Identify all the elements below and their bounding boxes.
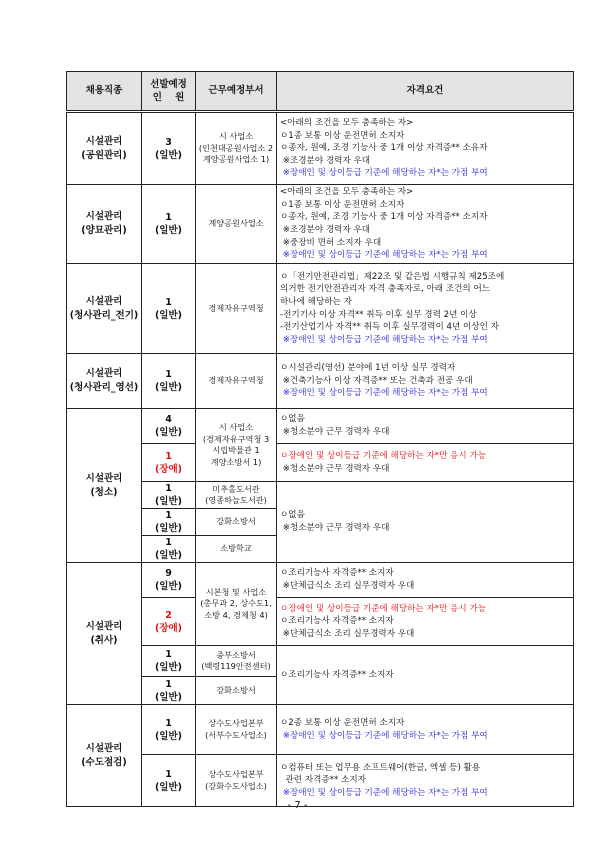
job-cell [67, 409, 142, 563]
count-number: 3 [165, 136, 172, 148]
dept-line: 강화소방서 [216, 684, 256, 695]
table-row-nursery [67, 185, 574, 264]
requirements-cell [277, 409, 574, 444]
count-number: 1 [165, 537, 172, 548]
page-number: - 7 - [287, 800, 308, 811]
count-cell [142, 563, 196, 598]
requirement-line: ※청소분야 근무 경력자 우대 [280, 427, 390, 437]
count-number: 1 [165, 678, 172, 690]
count-number: 1 [165, 212, 172, 223]
requirement-line: 의거한 전기안전관리자 자격 충족자로, 아래 조건의 어느 [280, 284, 491, 295]
header-job: 채용직종 [67, 72, 142, 112]
count-cell [142, 677, 196, 705]
count-cell [142, 598, 196, 646]
requirement-line: ㅇ시설관리(영선) 분야에 1년 이상 실무 경력자 [280, 363, 456, 374]
requirement-line: ※단체급식소 조리 실무경력자 우대 [280, 581, 415, 591]
requirement-line: ㅇ없음 [280, 510, 305, 521]
recruitment-table [66, 71, 574, 807]
count-number: 1 [165, 717, 172, 729]
dept-cell [196, 705, 277, 755]
dept-line: 시 사업소 [218, 131, 254, 142]
job-cell [67, 264, 142, 354]
count-cell [142, 409, 196, 444]
count-cell [142, 646, 196, 677]
dept-line: 시 사업소 [218, 422, 254, 432]
dept-line: 상수도사업본부 [208, 769, 264, 779]
dept-line: 시본청 및 사업소 [205, 586, 267, 597]
job-name: 시설관리 [85, 620, 123, 632]
dept-line: 미추홀도서관 [212, 483, 260, 494]
dept-line: (경제자유구역청 3 [202, 433, 270, 444]
dept-line: (서부수도사업소) [205, 729, 267, 740]
requirements-cell [277, 563, 574, 598]
dept-cell [196, 755, 277, 807]
table-row-cleaning [67, 482, 574, 509]
table-row-cleaning [67, 409, 574, 444]
header-count-line2: 인 원 [152, 92, 185, 103]
requirement-line: ※장애인 및 상이등급 기준에 해당하는 자*는 가점 부여 [280, 168, 488, 179]
table-row-water [67, 755, 574, 807]
count-type: (일반) [154, 496, 183, 507]
dept-line: (총무과 2, 상수도1, [200, 598, 272, 609]
count-type: (장애) [154, 622, 183, 634]
count-type: (일반) [154, 427, 183, 438]
requirement-line: ※건축기능사 이상 자격증** 또는 건축과 전공 우대 [280, 375, 473, 386]
dept-cell [196, 354, 277, 409]
count-number: 4 [165, 414, 172, 425]
requirements-cell [277, 646, 574, 705]
table-row-cooking [67, 598, 574, 646]
count-type: (장애) [154, 463, 183, 475]
job-name: 시설관리 [85, 368, 123, 379]
count-cell [142, 705, 196, 755]
requirements-cell [277, 482, 574, 563]
requirement-line: ㅇ1종 보통 이상 운전면허 소지자 [280, 199, 405, 210]
requirements-cell [277, 705, 574, 755]
job-sub: (양묘관리) [81, 225, 127, 236]
count-number: 9 [165, 568, 172, 579]
count-type: (일반) [154, 225, 183, 236]
dept-cell [196, 646, 277, 677]
requirement-line: ※조경분야 경력자 우대 [280, 225, 371, 235]
requirement-line: ㅇ조리기능사 자격증** 소지자 [280, 568, 394, 579]
requirement-line: ㅇ종자, 원예, 조경 기능사 중 1개 이상 자격증** 소지자 [280, 212, 488, 223]
count-type: (일반) [154, 523, 183, 534]
dept-line: 소방 4, 경제청 4) [204, 609, 268, 620]
dept-cell [196, 409, 277, 482]
count-cell [142, 354, 196, 409]
job-name: 시설관리 [85, 295, 123, 307]
count-type: (일반) [154, 730, 183, 742]
requirements-cell [277, 354, 574, 409]
job-sub: (취사) [90, 634, 118, 646]
requirement-line: ※장애인 및 상이등급 기준에 해당하는 자*는 가점 부여 [280, 730, 488, 741]
job-sub: (공원관리) [81, 149, 127, 161]
count-type: (일반) [154, 550, 183, 561]
dept-line: 소방학교 [220, 543, 252, 554]
requirement-line: <아래의 조건을 모두 충족하는 자> [280, 187, 414, 198]
table-row-water [67, 705, 574, 755]
dept-line: 경제자유구역청 [208, 375, 264, 386]
job-cell [67, 354, 142, 409]
requirement-line: ※장애인 및 상이등급 기준에 해당하는 자*는 가점 부여 [280, 787, 488, 798]
count-type: (일반) [154, 149, 183, 161]
dept-line: 경제자유구역청 [208, 302, 264, 313]
count-type: (일반) [154, 581, 183, 592]
requirement-line: ※단체급식소 조리 실무경력자 우대 [280, 628, 415, 639]
requirement-line: ㅇ2종 보통 이상 운전면허 소지자 [280, 717, 405, 728]
table-row-cooking [67, 563, 574, 598]
requirement-line: ㅇ컴퓨터 또는 업무용 소프트웨어(한글, 엑셀 등) 활용 [280, 762, 481, 773]
job-sub: (청사관리_전기) [69, 309, 139, 321]
requirement-line: 하나에 해당하는 자 [280, 296, 352, 307]
requirement-line: ㅇ장애인 및 상이등급 기준에 해당하는 자*만 응시 가능 [280, 450, 487, 461]
requirements-cell [277, 264, 574, 354]
count-cell [142, 185, 196, 264]
table-row-park [67, 112, 574, 185]
count-type: (일반) [154, 382, 183, 393]
count-cell [142, 112, 196, 185]
header-req: 자격요건 [277, 72, 574, 112]
requirement-line: ㅇ종자, 원예, 조경 기능사 중 1개 이상 자격증** 소유자 [280, 143, 488, 154]
header-count [142, 72, 196, 112]
job-name: 시설관리 [85, 211, 123, 222]
job-name: 시설관리 [85, 472, 123, 484]
requirement-line: ※조경분야 경력자 우대 [280, 155, 371, 166]
dept-line: 계양공원사업소 [208, 218, 264, 229]
count-number: 1 [165, 768, 172, 780]
job-name: 시설관리 [85, 742, 123, 754]
job-name: 시설관리 [85, 135, 123, 147]
count-number: 1 [165, 450, 172, 462]
dept-line: (인천대공원사업소 2 [198, 142, 274, 153]
count-cell [142, 264, 196, 354]
dept-line: (영종하늘도서관) [205, 495, 267, 505]
header-row [67, 72, 574, 112]
requirement-line: ㅇ조리기능사 자격증** 소지자 [280, 669, 394, 680]
job-cell [67, 705, 142, 807]
dept-cell [196, 112, 277, 185]
requirement-line: ㅇ없음 [280, 414, 305, 425]
count-type: (일반) [154, 781, 183, 793]
requirement-line: ※청소분야 근무 경력자 우대 [280, 463, 390, 474]
requirement-line: ㅇ조리기능사 자격증** 소지자 [280, 616, 394, 627]
table-row-repair [67, 354, 574, 409]
count-type: (일반) [154, 309, 183, 321]
job-cell [67, 185, 142, 264]
job-sub: (청사관리_영선) [69, 382, 139, 393]
dept-cell [196, 185, 277, 264]
dept-line: 상수도사업본부 [208, 718, 264, 728]
requirements-cell [277, 444, 574, 482]
dept-cell [196, 677, 277, 705]
count-cell [142, 536, 196, 563]
count-number: 1 [165, 296, 172, 308]
count-cell [142, 482, 196, 509]
requirement-line: ㅇ1종 보통 이상 운전면허 소지자 [280, 130, 405, 141]
count-number: 1 [165, 649, 172, 660]
requirements-cell [277, 598, 574, 646]
dept-line: 계양소방서 1) [210, 456, 262, 467]
dept-line: (강화수도사업소) [205, 780, 267, 791]
requirements-cell [277, 755, 574, 807]
dept-cell [196, 264, 277, 354]
requirement-line: -전기산업기사 자격** 취득 이후 실무경력이 4년 이상인 자 [280, 322, 499, 333]
requirement-line: ※청소분야 근무 경력자 우대 [280, 523, 390, 533]
requirement-line: ※장애인 및 상이등급 기준에 해당하는 자*는 가점 부여 [280, 388, 488, 399]
table-row-cleaning [67, 444, 574, 482]
dept-line: (백령119안전센터) [201, 661, 271, 671]
dept-line: 강화소방서 [216, 516, 256, 527]
header-dept: 근무예정부서 [196, 72, 277, 112]
requirement-line: -전기기사 이상 자격** 취득 이후 실무 경력 2년 이상 [280, 309, 477, 320]
count-cell [142, 444, 196, 482]
requirement-line: ※장애인 및 상이등급 기준에 해당하는 자*는 가점 부여 [280, 250, 488, 261]
dept-line: 시립박물관 1 [212, 445, 260, 455]
requirement-line: 관련 자격증** 소지자 [280, 775, 366, 786]
requirement-line: ※장애인 및 상이등급 기준에 해당하는 자*는 가점 부여 [280, 334, 488, 345]
count-cell [142, 509, 196, 536]
dept-cell [196, 563, 277, 646]
requirements-cell [277, 185, 574, 264]
requirement-line: <아래의 조건을 모두 충족하는 자> [280, 118, 414, 129]
job-cell [67, 563, 142, 705]
job-sub: (청소) [90, 486, 118, 498]
count-number: 1 [165, 510, 172, 521]
table-row-cooking [67, 646, 574, 677]
count-cell [142, 755, 196, 807]
count-number: 2 [165, 609, 172, 621]
header-count-line1: 선발예정 [150, 79, 187, 90]
table-row-electric [67, 264, 574, 354]
dept-cell [196, 536, 277, 563]
dept-cell [196, 482, 277, 509]
requirement-line: ㅇ「전기안전관리법」제22조 및 같은법 시행규칙 제25조에 [280, 271, 505, 282]
count-type: (일반) [154, 691, 183, 703]
requirement-line: ※중장비 면허 소지자 우대 [280, 237, 382, 248]
requirement-line: ㅇ장애인 및 상이등급 기준에 해당하는 자*만 응시 가능 [280, 603, 487, 614]
requirements-cell [277, 112, 574, 185]
count-number: 1 [165, 483, 172, 494]
dept-line: 중부소방서 [216, 649, 256, 660]
count-type: (일반) [154, 662, 183, 673]
dept-cell [196, 509, 277, 536]
job-sub: (수도점검) [81, 756, 127, 768]
dept-line: 계양공원사업소 1) [202, 154, 270, 165]
job-cell [67, 112, 142, 185]
count-number: 1 [165, 369, 172, 380]
